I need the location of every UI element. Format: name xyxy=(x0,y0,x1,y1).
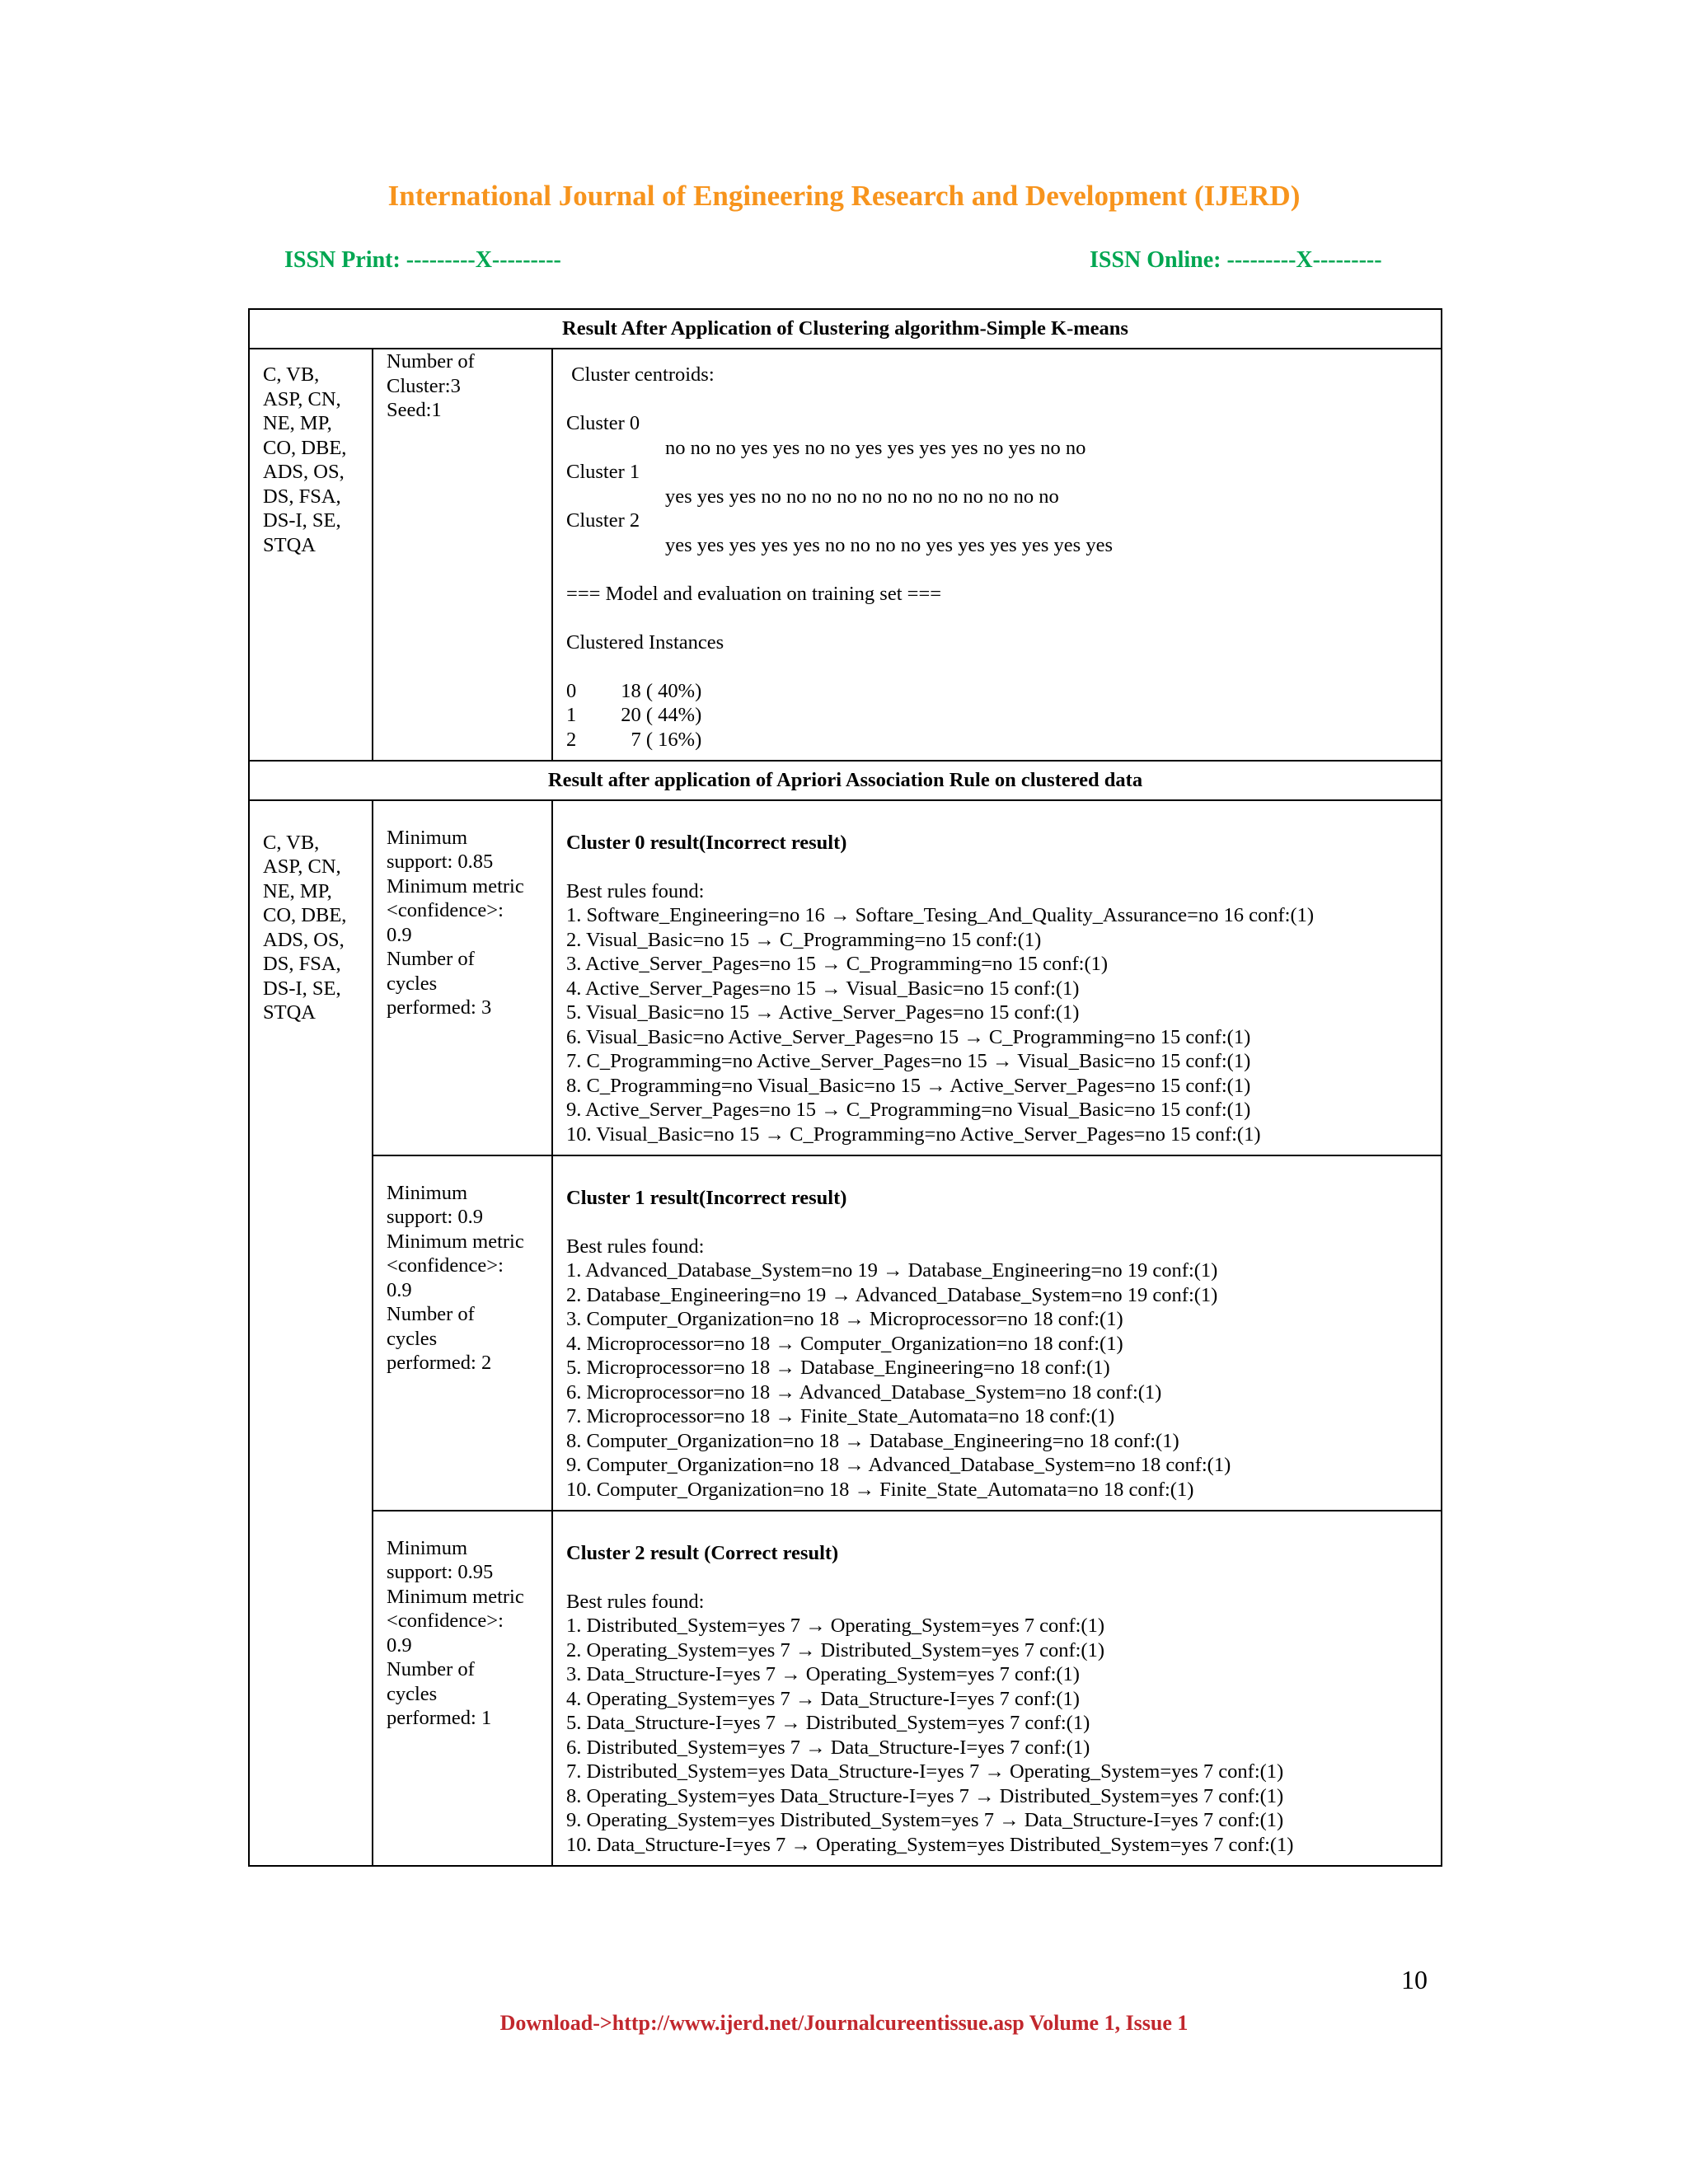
instance-id: 2 xyxy=(566,728,577,751)
apriori-result-row xyxy=(249,800,1442,1155)
params-cell xyxy=(373,349,552,761)
rule-line: 9. Operating_System=yes Distributed_System=yes 7 → Data_Structure-I=yes 7 conf:(1) xyxy=(566,1809,1284,1831)
param-line: support: 0.95 xyxy=(387,1561,494,1583)
param-line: support: 0.85 xyxy=(387,851,494,873)
rule-line: 2. Visual_Basic=no 15 → C_Programming=no 15 conf:(1) xyxy=(566,928,1042,951)
subject-line: DS, FSA, xyxy=(263,953,341,975)
rule-line: 1. Distributed_System=yes 7 → Operating_System=yes 7 conf:(1) xyxy=(566,1615,1104,1637)
subject-line: ADS, OS, xyxy=(263,461,345,483)
rule-line: 9. Computer_Organization=no 18 → Advanced_Database_System=no 18 conf:(1) xyxy=(566,1454,1231,1476)
param-line: cycles xyxy=(387,1682,438,1705)
rule-line: 4. Operating_System=yes 7 → Data_Structure-I=yes 7 conf:(1) xyxy=(566,1687,1080,1710)
rule-line: 7. Microprocessor=no 18 → Finite_State_Automata=no 18 conf:(1) xyxy=(566,1405,1115,1427)
params-cell xyxy=(373,1155,552,1511)
instance-row xyxy=(566,703,1441,728)
param-line: Number of xyxy=(387,1658,475,1680)
cluster-centroid-values: yes yes yes no no no no no no no no no no no no xyxy=(665,485,1059,508)
subject-line: DS-I, SE, xyxy=(263,977,341,1000)
rule-line: 1. Advanced_Database_System=no 19 → Database_Engineering=no 19 conf:(1) xyxy=(566,1259,1218,1282)
param-line: Minimum xyxy=(387,1536,468,1559)
rule-line: 4. Active_Server_Pages=no 15 → Visual_Basic=no 15 conf:(1) xyxy=(566,977,1080,1000)
rule-line: 3. Active_Server_Pages=no 15 → C_Programming=no 15 conf:(1) xyxy=(566,953,1109,975)
cluster-result-title: Cluster 2 result (Correct result) xyxy=(566,1541,839,1564)
subject-line: ADS, OS, xyxy=(263,928,345,951)
apriori-section-header: Result after application of Apriori Association Rule on clustered data xyxy=(249,761,1442,800)
params-cell xyxy=(373,1511,552,1866)
subject-line: ASP, CN, xyxy=(263,855,341,878)
instance-value: 7 ( 16%) xyxy=(611,728,702,751)
param-line: performed: 2 xyxy=(387,1352,492,1374)
model-evaluation-heading: === Model and evaluation on training set === xyxy=(566,582,942,605)
param-line: 0.9 xyxy=(387,923,412,946)
subject-line: NE, MP, xyxy=(263,879,332,902)
subject-line: CO, DBE, xyxy=(263,436,347,459)
rule-line: 7. C_Programming=no Active_Server_Pages=no 15 → Visual_Basic=no 15 conf:(1) xyxy=(566,1050,1251,1072)
issn-print: ISSN Print: ---------X--------- xyxy=(284,247,561,273)
rule-line: 3. Computer_Organization=no 18 → Microprocessor=no 18 conf:(1) xyxy=(566,1308,1123,1330)
best-rules-label: Best rules found: xyxy=(566,1590,705,1613)
rule-line: 6. Visual_Basic=no Active_Server_Pages=no 15 → C_Programming=no 15 conf:(1) xyxy=(566,1025,1251,1048)
rule-line: 8. Operating_System=yes Data_Structure-I=yes 7 → Distributed_System=yes 7 conf:(1) xyxy=(566,1784,1284,1807)
rule-line: 6. Microprocessor=no 18 → Advanced_Database_System=no 18 conf:(1) xyxy=(566,1380,1162,1404)
rule-line: 4. Microprocessor=no 18 → Computer_Organization=no 18 conf:(1) xyxy=(566,1332,1123,1355)
subjects-cell xyxy=(249,800,373,1866)
cluster-centroid-values: no no no yes yes no no yes yes yes yes no yes no no xyxy=(665,436,1086,459)
results-table xyxy=(248,308,1442,1867)
rule-line: 5. Data_Structure-I=yes 7 → Distributed_System=yes 7 conf:(1) xyxy=(566,1712,1090,1734)
rule-line: 8. Computer_Organization=no 18 → Database_Engineering=no 18 conf:(1) xyxy=(566,1429,1179,1452)
issn-online: ISSN Online: ---------X--------- xyxy=(1090,247,1382,273)
apriori-result-row xyxy=(249,1511,1442,1866)
cluster-centroid-values: yes yes yes yes yes no no no no yes yes yes yes yes yes xyxy=(665,533,1113,556)
instance-row xyxy=(566,728,1441,752)
journal-title: International Journal of Engineering Research and Development (IJERD) xyxy=(387,180,1301,212)
footer-download-link[interactable]: Download->http://www.ijerd.net/Journalcureentissue.asp Volume 1, Issue 1 xyxy=(499,2011,1189,2035)
rule-line: 8. C_Programming=no Visual_Basic=no 15 → Active_Server_Pages=no 15 conf:(1) xyxy=(566,1074,1251,1097)
cluster-result-title: Cluster 1 result(Incorrect result) xyxy=(566,1186,847,1209)
param-line: Number of xyxy=(387,350,475,373)
param-line: Minimum metric xyxy=(387,1230,524,1253)
param-line: cycles xyxy=(387,972,438,995)
cluster-label: Cluster 2 xyxy=(566,509,640,532)
param-line: Minimum xyxy=(387,826,468,849)
subject-line: DS, FSA, xyxy=(263,485,341,508)
cluster-0-rules-cell xyxy=(552,800,1442,1155)
cluster-label: Cluster 1 xyxy=(566,461,640,483)
param-line: cycles xyxy=(387,1327,438,1350)
subject-line: STQA xyxy=(263,1001,316,1024)
rule-line: 10. Data_Structure-I=yes 7 → Operating_System=yes Distributed_System=yes 7 conf:(1) xyxy=(566,1833,1294,1856)
instance-row xyxy=(566,679,1441,704)
cluster-result-title: Cluster 0 result(Incorrect result) xyxy=(566,831,847,854)
param-line: Number of xyxy=(387,1303,475,1325)
param-line: <confidence>: xyxy=(387,899,504,921)
instance-id: 1 xyxy=(566,704,577,726)
instance-id: 0 xyxy=(566,679,577,702)
page-number: 10 xyxy=(1401,1965,1428,1994)
subject-line: ASP, CN, xyxy=(263,387,341,410)
subject-line: C, VB, xyxy=(263,363,320,386)
apriori-result-row xyxy=(249,1155,1442,1511)
param-line: Seed:1 xyxy=(387,399,442,421)
params-cell xyxy=(373,800,552,1155)
subjects-cell xyxy=(249,349,373,761)
rule-line: 9. Active_Server_Pages=no 15 → C_Programming=no Visual_Basic=no 15 conf:(1) xyxy=(566,1099,1251,1121)
param-line: Minimum metric xyxy=(387,1585,524,1608)
param-line: 0.9 xyxy=(387,1633,412,1657)
rule-line: 6. Distributed_System=yes 7 → Data_Structure-I=yes 7 conf:(1) xyxy=(566,1736,1090,1759)
subject-line: STQA xyxy=(263,533,316,556)
param-line: performed: 1 xyxy=(387,1707,492,1729)
cluster-2-rules-cell xyxy=(552,1511,1442,1866)
instance-value: 20 ( 44%) xyxy=(611,704,702,726)
rule-line: 2. Database_Engineering=no 19 → Advanced_Database_System=no 19 conf:(1) xyxy=(566,1283,1218,1306)
centroids-label: Cluster centroids: xyxy=(566,363,715,386)
param-line: Minimum xyxy=(387,1181,468,1204)
best-rules-label: Best rules found: xyxy=(566,879,705,902)
rule-line: 7. Distributed_System=yes Data_Structure-I=yes 7 → Operating_System=yes 7 conf:(1) xyxy=(566,1760,1284,1783)
rule-line: 2. Operating_System=yes 7 → Distributed_System=yes 7 conf:(1) xyxy=(566,1638,1104,1661)
instance-value: 18 ( 40%) xyxy=(611,679,702,702)
param-line: Cluster:3 xyxy=(387,374,461,397)
rule-line: 1. Software_Engineering=no 16 → Softare_Tesing_And_Quality_Assurance=no 16 conf:(1) xyxy=(566,904,1315,926)
rule-line: 10. Computer_Organization=no 18 → Finite_State_Automata=no 18 conf:(1) xyxy=(566,1478,1194,1501)
subject-line: NE, MP, xyxy=(263,412,332,434)
rule-line: 5. Visual_Basic=no 15 → Active_Server_Pages=no 15 conf:(1) xyxy=(566,1001,1080,1024)
param-line: support: 0.9 xyxy=(387,1206,484,1228)
subject-line: CO, DBE, xyxy=(263,904,347,926)
kmeans-section-header: Result After Application of Clustering algorithm-Simple K-means xyxy=(249,309,1442,349)
param-line: Minimum metric xyxy=(387,874,524,898)
cluster-label: Cluster 0 xyxy=(566,412,640,434)
rule-line: 3. Data_Structure-I=yes 7 → Operating_System=yes 7 conf:(1) xyxy=(566,1663,1080,1685)
subject-line: C, VB, xyxy=(263,831,320,854)
param-line: performed: 3 xyxy=(387,996,492,1019)
param-line: <confidence>: xyxy=(387,1254,504,1277)
param-line: Number of xyxy=(387,948,475,970)
param-line: <confidence>: xyxy=(387,1610,504,1632)
cluster-1-rules-cell xyxy=(552,1155,1442,1511)
subject-line: DS-I, SE, xyxy=(263,509,341,532)
kmeans-result-row xyxy=(249,349,1442,761)
kmeans-output-cell xyxy=(552,349,1442,761)
rule-line: 5. Microprocessor=no 18 → Database_Engineering=no 18 conf:(1) xyxy=(566,1357,1110,1379)
clustered-instances-label: Clustered Instances xyxy=(566,630,724,654)
rule-line: 10. Visual_Basic=no 15 → C_Programming=no Active_Server_Pages=no 15 conf:(1) xyxy=(566,1122,1261,1146)
best-rules-label: Best rules found: xyxy=(566,1235,705,1258)
param-line: 0.9 xyxy=(387,1278,412,1301)
